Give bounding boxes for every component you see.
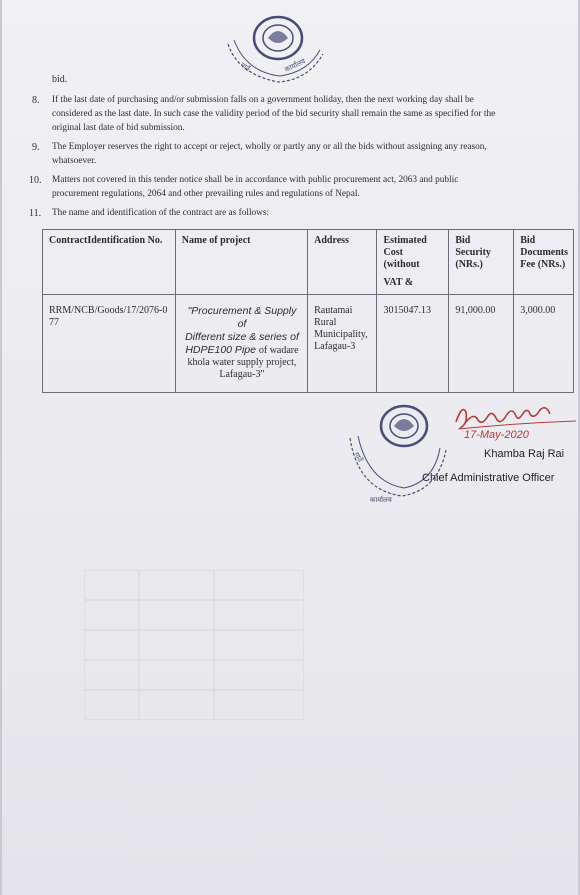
project-l4: khola water supply project, [187,357,297,368]
bleed-through-table [84,570,304,720]
header-cost-l1: Estimated [383,235,427,246]
clause-10-line-1: Matters not covered in this tender notice shall be in accordance with public procurement act, 2063 and public [52,175,459,185]
clause-9-number: 9. [32,142,40,153]
address-l4: Lafagau-3 [314,341,356,352]
project-l5: Lafagau-3" [219,369,265,380]
contract-table [42,229,574,393]
cell-bid-docs-fee: 3,000.00 [514,295,574,393]
svg-text:गाउँ: गाउँ [238,61,252,74]
signatory-name: Khamba Raj Rai [484,448,565,460]
header-address: Address [308,230,377,295]
table-row [43,295,574,393]
signature-date: 17-May-2020 [464,429,529,441]
cell-bid-security: 91,000.00 [449,295,514,393]
svg-text:गाउँ: गाउँ [352,451,364,464]
official-seal-top [220,8,328,90]
clause-9-line-1: The Employer reserves the right to accept or reject, wholly or partly any or all the bids without assigning any reason, [52,142,487,152]
header-cost-l2: Cost [383,247,403,258]
clause-8-line-2: considered as the last date. In such case the validity period of the bid security shall remain the same as specified for the [52,109,496,119]
header-cost-l4: VAT & [383,277,414,288]
address-l2: Rural [314,317,337,328]
project-l3a: HDPE100 Pipe [185,344,256,356]
cell-address [308,295,377,393]
clause-8-line-3: original last date of bid submission. [52,123,185,133]
clause-11-line-1: The name and identification of the contract are as follows: [52,208,270,218]
document-page [2,0,578,895]
clause-8-line-1: If the last date of purchasing and/or submission falls on a government holiday, then the next working day shall be [52,95,474,105]
project-l2: Different size & series of [185,331,299,343]
clause-10-number: 10. [29,175,42,186]
project-l3 [182,344,302,357]
clause-7-tail: bid. [52,74,68,85]
header-contract-id: ContractIdentification No. [43,230,176,295]
table-header-row [43,230,574,295]
header-bid-docs-fee [514,230,574,295]
clause-11-number: 11. [29,208,42,219]
header-docs-l3: Fee (NRs.) [520,259,566,270]
header-docs-l2: Documents [520,247,568,258]
header-security-l3: (NRs.) [455,259,483,270]
project-l3b: of wadare [258,345,299,356]
clause-8-number: 8. [32,95,40,106]
cell-estimated-cost: 3015047.13 [377,295,449,393]
header-cost-l3: (without [383,259,420,270]
cell-project-name [175,295,307,393]
signatory-title: Chief Administrative Officer [422,472,555,484]
cell-contract-id: RRM/NCB/Goods/17/2076-077 [43,295,176,393]
header-security-l2: Security [455,247,491,258]
header-security-l1: Bid [455,235,471,246]
clause-10-line-2: procurement regulations, 2064 and other prevailing rules and regulations of Nepal. [52,189,360,199]
svg-text:कार्यालय: कार्यालय [283,57,307,74]
header-bid-security [449,230,514,295]
header-project-name: Name of project [175,230,307,295]
address-l1: Rautamai [314,305,353,316]
header-estimated-cost [377,230,449,295]
svg-text:कार्यालय: कार्यालय [370,496,392,504]
header-docs-l1: Bid [520,235,536,246]
address-l3: Municipality, [314,329,368,340]
project-l1: "Procurement & Supply of [187,305,297,330]
official-seal-bottom [340,398,450,510]
clause-9-line-2: whatsoever. [52,156,97,166]
